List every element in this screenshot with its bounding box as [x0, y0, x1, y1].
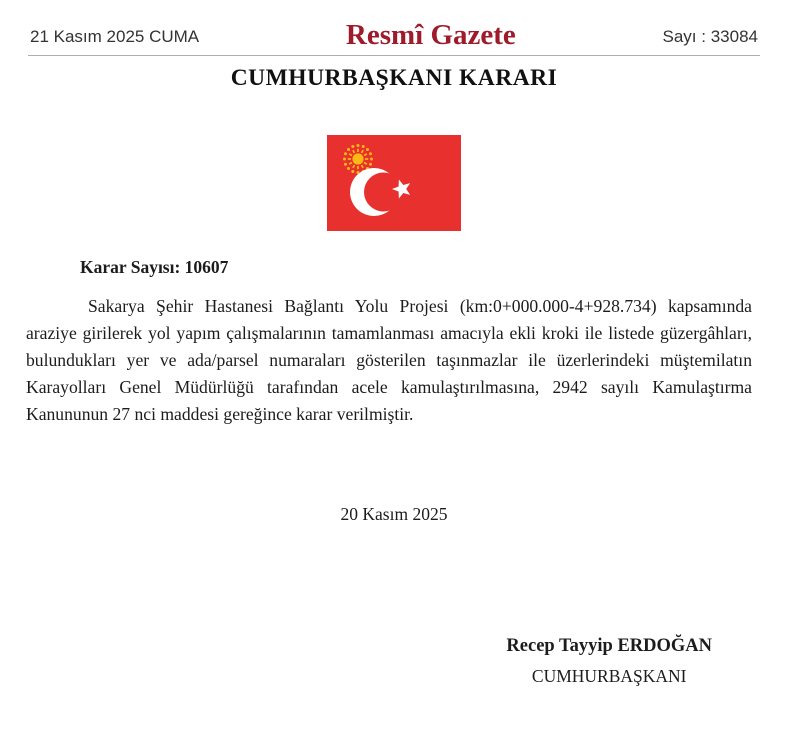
turkish-presidential-flag-icon — [327, 135, 461, 231]
signature-title: CUMHURBAŞKANI — [531, 666, 687, 686]
signature-block — [506, 631, 712, 691]
signature-name: Recep Tayyip ERDOĞAN — [506, 636, 712, 656]
decision-number: Karar Sayısı: 10607 — [80, 257, 229, 277]
document-heading: CUMHURBAŞKANI KARARI — [230, 65, 558, 91]
masthead — [0, 0, 788, 54]
masthead-divider — [28, 55, 760, 56]
masthead-issue-number: Sayı : 33084 — [662, 27, 758, 46]
decree-date: 20 Kasım 2025 — [340, 504, 448, 524]
gazette-title: Resmî Gazete — [345, 18, 516, 51]
decree-body-text: Sakarya Şehir Hastanesi Bağlantı Yolu Projesi (km:0+000.000-4+928.734) kapsamında araziye girilerek yol yapım çalışmalarının tamamlanması amacıyla ekli kroki ile listede güzergâhları, bulundukları yer ve ada/parsel numaraları gösterilen taşınmazlar ile üzerlerindeki müştemilatın Karayolları Genel Müdürlüğü tarafından acele kamulaştırılmasına, 2942 sayılı Kamulaştırma Kanununun 27 nci maddesi gereğince karar verilmiştir. — [26, 296, 752, 424]
flag-container — [0, 135, 788, 231]
masthead-date: 21 Kasım 2025 CUMA — [30, 27, 200, 46]
